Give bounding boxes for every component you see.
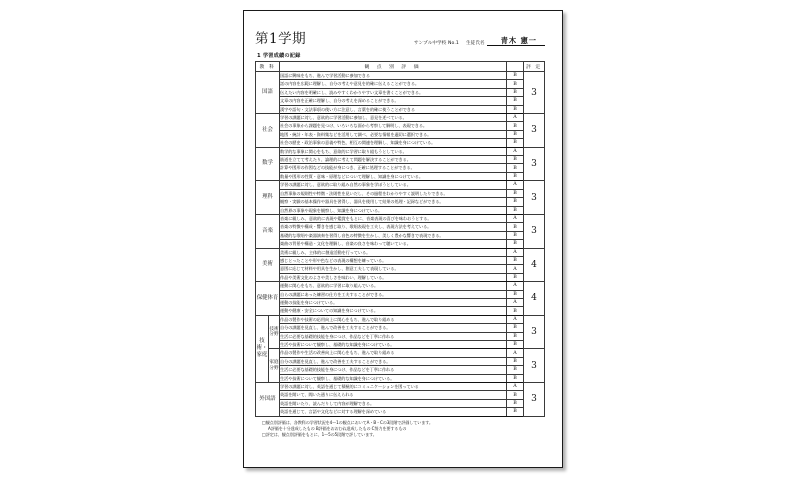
footer-notes (262, 420, 545, 439)
criterion-text: 話の内容を広範に理解し、自分の考えや意見を的確に伝えることができる。 (280, 80, 507, 88)
criterion-text: 運動や健康・安全についての知識を身につけている。 (280, 307, 507, 315)
grades-table (255, 61, 545, 417)
grades-table-head (256, 62, 545, 72)
criterion-text: 自分の課題を見直し、進んで改善を工夫することができる。 (280, 357, 507, 365)
criterion-row (256, 214, 545, 222)
criterion-mark: B (507, 324, 524, 332)
criterion-row (256, 181, 545, 189)
criterion-row (256, 399, 545, 407)
criterion-mark: A (507, 147, 524, 155)
criterion-row (256, 349, 545, 357)
criterion-mark: A (507, 298, 524, 306)
subject-subgroup-name: 技術分野 (269, 315, 280, 349)
criterion-mark: B (507, 256, 524, 264)
subject-rating: 3 (524, 147, 545, 181)
criterion-mark: B (507, 231, 524, 239)
criterion-row (256, 366, 545, 374)
note-line-3: □評定は、観点別評価をもとに、1～5の5段階で評しています。 (262, 432, 377, 438)
criterion-text: 生活に必要な基礎的技能を身につけ、作品などを丁寧に作れる (280, 332, 507, 340)
criterion-text: 筋道を立てて考えたり、論理的に考えて問題を解決することができる。 (280, 156, 507, 164)
student-name-value: 青木 憲一 (487, 37, 545, 46)
note-line-1: □観点別評価は、各教科の学習状況を4～1の観点においてA・B・Cの3段階で評価しています。 (262, 419, 433, 425)
criterion-text: 楽曲の背景や構造・文化を理解し、音楽の良さを味わって聴いている。 (280, 240, 507, 248)
criterion-text: 基礎的な歌唱や楽器演奏を習得し音色の特徴を生かし、美しく豊かな響きで表現できる。 (280, 231, 507, 239)
criterion-mark: B (507, 97, 524, 105)
page-header (255, 21, 545, 47)
subject-rating: 3 (524, 72, 545, 114)
criterion-mark: B (507, 80, 524, 88)
criterion-row (256, 248, 545, 256)
criterion-row (256, 164, 545, 172)
criterion-row (256, 391, 545, 399)
criterion-row (256, 282, 545, 290)
criterion-row (256, 374, 545, 382)
header-subject: 教 科 (256, 62, 280, 72)
criterion-text: 作品の製作や生活の改善向上に関心をもち、進んで取り組める (280, 349, 507, 357)
subject-rating: 3 (524, 349, 545, 383)
criterion-mark: A (507, 248, 524, 256)
criterion-text: 英語を聞いて、聞いた通りに伝えられる (280, 391, 507, 399)
criterion-mark: B (507, 273, 524, 281)
header-rating: 評 定 (524, 62, 545, 72)
criterion-mark: B (507, 223, 524, 231)
report-card-page (243, 10, 563, 468)
criterion-mark: B (507, 391, 524, 399)
criterion-text: 運動の技能を身につけている。 (280, 298, 507, 306)
subject-rating: 3 (524, 383, 545, 417)
criterion-text: 学習の課題に対し、意欲的に取り組み自然の事象を学ぼうとしている。 (280, 181, 507, 189)
criterion-row (256, 231, 545, 239)
criterion-text: 生活や技術について観察し、基礎的な知識を身につけている。 (280, 341, 507, 349)
criterion-mark: B (507, 332, 524, 340)
criterion-mark: B (507, 307, 524, 315)
header-student-info (414, 37, 545, 47)
criterion-text: 学習の課題に対し、英語を通じて積極的にコミュニケーションを図っている (280, 383, 507, 391)
criterion-mark: A (507, 282, 524, 290)
criterion-mark: B (507, 156, 524, 164)
criterion-row (256, 80, 545, 88)
criterion-mark: B (507, 164, 524, 172)
criterion-mark: B (507, 206, 524, 214)
criterion-mark: A (507, 214, 524, 222)
criterion-text: 自然界の事象や現象を観察し、知識を身につけている。 (280, 206, 507, 214)
criterion-row (256, 273, 545, 281)
subject-name: 保健体育 (256, 282, 280, 316)
grades-table-body (256, 72, 545, 417)
subject-name: 社会 (256, 114, 280, 148)
subject-name: 理科 (256, 181, 280, 215)
criterion-mark: B (507, 198, 524, 206)
criterion-mark: B (507, 374, 524, 382)
note-line-2: A評価を十分達成したもの B評価をおおむね達成したもの C努力を要するもの (268, 425, 407, 431)
criterion-mark: B (507, 130, 524, 138)
criterion-text: 学習の課題に対し、意欲的に学習活動に参加し、意見を述べている。 (280, 114, 507, 122)
criterion-mark: B (507, 189, 524, 197)
criterion-row (256, 139, 545, 147)
criterion-row (256, 88, 545, 96)
criterion-row (256, 408, 545, 416)
criterion-mark: B (507, 399, 524, 407)
criterion-mark: B (507, 172, 524, 180)
criterion-mark: A (507, 114, 524, 122)
subject-rating: 4 (524, 248, 545, 282)
criterion-text: 自然事象の規則性や特徴・法則性を見いだし、その過程をわかりやすく説明したりできる。 (280, 189, 507, 197)
criterion-row (256, 265, 545, 273)
criterion-text: 英語を聞いたり、読んだりして内容が理解できる。 (280, 399, 507, 407)
criterion-mark: B (507, 357, 524, 365)
criterion-row (256, 341, 545, 349)
school-name: サンプル中学校 No.1 (414, 41, 459, 46)
criterion-row (256, 156, 545, 164)
criterion-mark: B (507, 122, 524, 130)
criterion-mark: A (507, 181, 524, 189)
criterion-row (256, 332, 545, 340)
criterion-mark: B (507, 290, 524, 298)
criterion-text: 音楽に親しみ、意欲的に表現や鑑賞をもとに、音楽表現の喜びを味わおうとする。 (280, 214, 507, 222)
criterion-text: 伝えたい内容を明確にし、読みやすくわかりやすい文章を書くことができる。 (280, 88, 507, 96)
criterion-text: 作品の製作や技術の応用向上に関心をもち、進んで取り組める (280, 315, 507, 323)
header-observation: 観 点 別 評 価 (280, 62, 507, 72)
criterion-text: 美術に親しみ、主体的に創造活動を行っている。 (280, 248, 507, 256)
criterion-text: 意図に応じて材料や用具を生かし、創意工夫して表現している。 (280, 265, 507, 273)
subject-name: 音楽 (256, 214, 280, 248)
criterion-mark: B (507, 88, 524, 96)
criterion-mark: B (507, 72, 524, 80)
subject-rating: 3 (524, 214, 545, 248)
criterion-text: 計算や図形の作図などの技能が身につき、正確に処理することができる。 (280, 164, 507, 172)
criterion-row (256, 172, 545, 180)
criterion-row (256, 72, 545, 80)
criterion-row (256, 198, 545, 206)
criterion-row (256, 298, 545, 306)
header-mark-spacer (507, 62, 524, 72)
criterion-text: 観察・実験の基本操作や器具を習得し、器具を使用して結果の処理・記録などができる。 (280, 198, 507, 206)
criterion-row (256, 240, 545, 248)
subject-rating: 3 (524, 181, 545, 215)
criterion-row (256, 114, 545, 122)
criterion-row (256, 357, 545, 365)
criterion-mark: B (507, 341, 524, 349)
criterion-text: 社会の歴史・政治事象の意義や特色、相互の関連を理解し、知識を身につけている。 (280, 139, 507, 147)
section-heading: 1 学習成績の記録 (257, 53, 301, 59)
criterion-text: 運動に関心をもち、意欲的に学習に取り組んでいる。 (280, 282, 507, 290)
criterion-mark: A (507, 349, 524, 357)
criterion-row (256, 122, 545, 130)
criterion-text: 生活や技術について観察し、基礎的な知識を身につけている。 (280, 374, 507, 382)
subject-name: 国語 (256, 72, 280, 114)
criterion-text: 文章の内容を正確に理解し、自分の考えを深めることができる。 (280, 97, 507, 105)
criterion-row (256, 315, 545, 323)
criterion-mark: B (507, 105, 524, 113)
criterion-text: 音楽の特徴や構成・響きを感じ取り、歌唱表現を工夫し、表現方法を考えている。 (280, 223, 507, 231)
criterion-row (256, 130, 545, 138)
criterion-text: 作品や美術文化のよさや美しさを味わい、理解している。 (280, 273, 507, 281)
criterion-text: 漢字や語句・文法事項の使い方に注意し、言葉を的確に使うことができる (280, 105, 507, 113)
table-header-row (256, 62, 545, 72)
criterion-row (256, 105, 545, 113)
subject-name: 美術 (256, 248, 280, 282)
term-title: 第1学期 (255, 31, 307, 47)
subject-name: 技術・家庭 (256, 315, 269, 382)
criterion-row (256, 307, 545, 315)
criterion-mark: B (507, 139, 524, 147)
criterion-text: 生活に必要な基礎的技能を身につけ、作品などを丁寧に作れる (280, 366, 507, 374)
criterion-mark: A (507, 265, 524, 273)
criterion-mark: B (507, 366, 524, 374)
criterion-row (256, 383, 545, 391)
criterion-row (256, 256, 545, 264)
criterion-text: 英語を通じて、言語や文化などに対する理解を深めている (280, 408, 507, 416)
criterion-text: 社会の事象から課題を見つけ、いろいろな面から考察して解明し、表現できる。 (280, 122, 507, 130)
criterion-row (256, 290, 545, 298)
criterion-text: 感じとったことや形や色などの表現の構想を練っている。 (280, 256, 507, 264)
criterion-text: 数学的な事象に関心をもち、意欲的に学習に取り組もうとしている。 (280, 147, 507, 155)
subject-name: 数学 (256, 147, 280, 181)
criterion-mark: B (507, 408, 524, 416)
criterion-text: 国語に興味をもち、進んで学習活動に参加できる (280, 72, 507, 80)
criterion-row (256, 97, 545, 105)
criterion-mark: B (507, 240, 524, 248)
criterion-text: 自分の課題を見直し、進んで改善を工夫することができる。 (280, 324, 507, 332)
subject-rating: 4 (524, 282, 545, 316)
criterion-text: 地図・統計・年表・資料集などを活用して調べ、必要な情報を適切に選択できる。 (280, 130, 507, 138)
criterion-row (256, 324, 545, 332)
criterion-row (256, 223, 545, 231)
criterion-text: 数量や図形の性質・意味・原理などについて理解し、知識を身につけている。 (280, 172, 507, 180)
subject-rating: 3 (524, 315, 545, 349)
subject-subgroup-name: 家庭分野 (269, 349, 280, 383)
criterion-row (256, 147, 545, 155)
criterion-text: 自らの課題にあった練習の仕方を工夫することができる。 (280, 290, 507, 298)
criterion-row (256, 189, 545, 197)
subject-name: 外国語 (256, 383, 280, 417)
criterion-row (256, 206, 545, 214)
student-name-label: 生徒氏名 (465, 41, 485, 46)
criterion-mark: A (507, 383, 524, 391)
criterion-mark: A (507, 315, 524, 323)
subject-rating: 3 (524, 114, 545, 148)
